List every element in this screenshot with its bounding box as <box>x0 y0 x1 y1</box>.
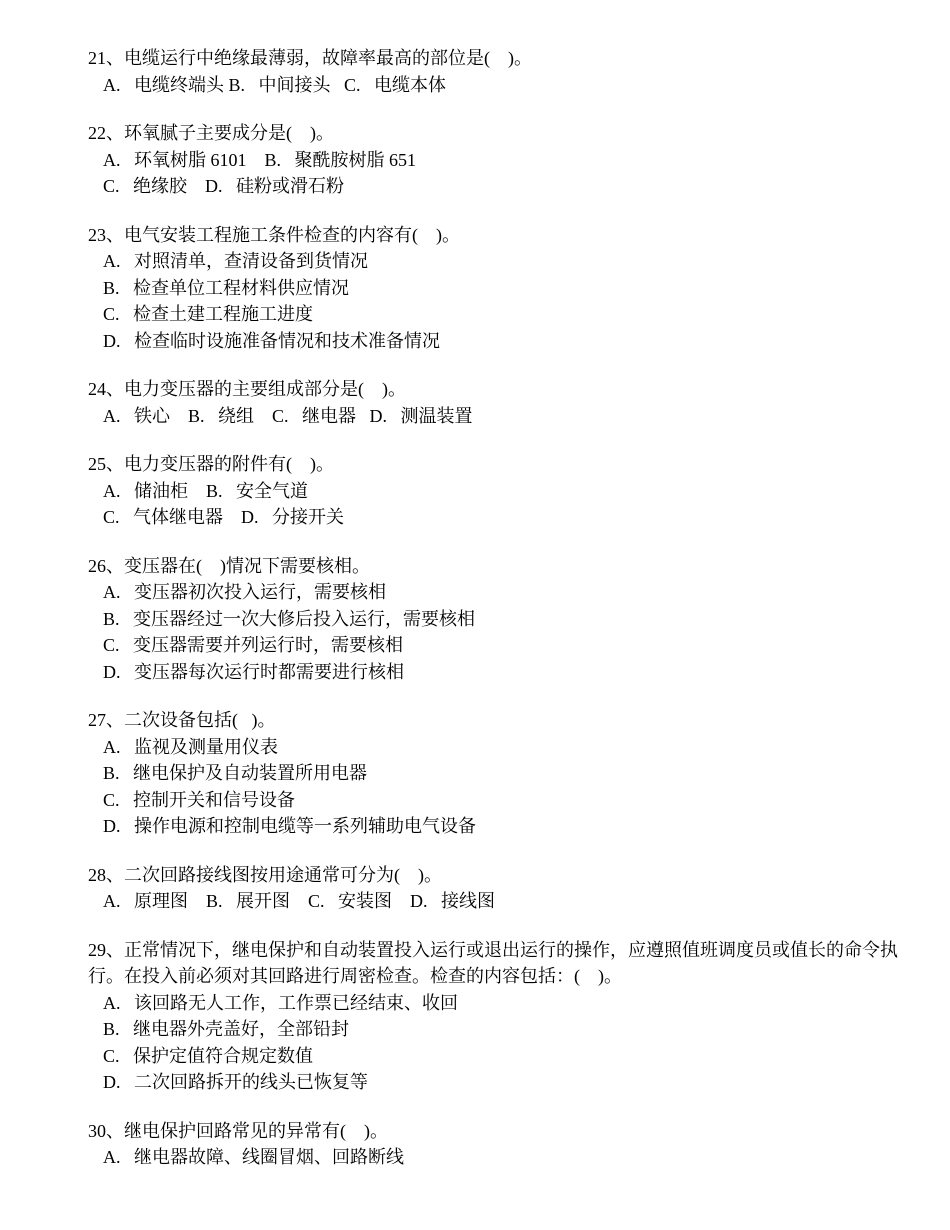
option-line: A. 原理图 B. 展开图 C. 安装图 D. 接线图 <box>103 891 496 911</box>
question-text: 23、电气安装工程施工条件检查的内容有( )。 <box>88 224 460 245</box>
question-22 <box>88 120 910 200</box>
option-line: A. 监视及测量用仪表 <box>103 736 278 757</box>
option-line: C. 气体继电器 D. 分接开关 <box>103 507 345 527</box>
question-text: 26、变压器在( )情况下需要核相。 <box>88 555 370 576</box>
question-text: 29、正常情况下，继电保护和自动装置投入运行或退出运行的操作，应遵照值班调度员或值长的命令执行。在投入前必须对其回路进行周密检查。检查的内容包括：( )。 <box>88 939 898 986</box>
option-line: A. 变压器初次投入运行，需要核相 <box>103 582 386 602</box>
question-text: 22、环氧腻子主要成分是( )。 <box>88 123 334 143</box>
option-line: D. 变压器每次运行时都需要进行核相 <box>103 661 404 682</box>
question-text: 27、二次设备包括( )。 <box>88 710 276 730</box>
option-line: A. 对照清单，查清设备到货情况 <box>103 251 368 271</box>
option-line: C. 控制开关和信号设备 <box>103 789 296 810</box>
option-line: D. 二次回路拆开的线头已恢复等 <box>103 1072 368 1092</box>
option-line: A. 该回路无人工作，工作票已经结束、收回 <box>103 992 458 1013</box>
option-line: C. 绝缘胶 D. 硅粉或滑石粉 <box>103 176 345 196</box>
option-line: A. 铁心 B. 绕组 C. 继电器 D. 测温装置 <box>103 405 473 426</box>
question-text: 28、二次回路接线图按用途通常可分为( )。 <box>88 864 442 885</box>
option-line: A. 环氧树脂 6101 B. 聚酰胺树脂 651 <box>103 149 417 170</box>
option-line: B. 检查单位工程材料供应情况 <box>103 277 350 298</box>
option-line: B. 继电保护及自动装置所用电器 <box>103 763 368 783</box>
option-line: A. 储油柜 B. 安全气道 <box>103 480 309 501</box>
question-21 <box>88 45 910 98</box>
question-text: 25、电力变压器的附件有( )。 <box>88 454 334 474</box>
option-line: A. 电缆终端头 B. 中间接头 C. 电缆本体 <box>103 74 447 95</box>
option-line: B. 继电器外壳盖好，全部铅封 <box>103 1019 350 1039</box>
option-line: A. 继电器故障、线圈冒烟、回路断线 <box>103 1147 404 1167</box>
question-25 <box>88 451 910 531</box>
question-23 <box>88 222 910 355</box>
option-line: C. 检查土建工程施工进度 <box>103 304 314 324</box>
question-24 <box>88 376 910 429</box>
option-line: C. 保护定值符合规定数值 <box>103 1045 314 1066</box>
option-line: C. 变压器需要并列运行时，需要核相 <box>103 635 404 655</box>
question-text: 30、继电保护回路常见的异常有( )。 <box>88 1120 388 1141</box>
question-28 <box>88 862 910 915</box>
question-29 <box>88 937 910 1096</box>
option-line: D. 检查临时设施准备情况和技术准备情况 <box>103 330 440 351</box>
question-26 <box>88 553 910 686</box>
question-27 <box>88 707 910 840</box>
option-line: B. 变压器经过一次大修后投入运行，需要核相 <box>103 608 476 629</box>
question-text: 21、电缆运行中绝缘最薄弱，故障率最高的部位是( )。 <box>88 48 532 68</box>
question-text: 24、电力变压器的主要组成部分是( )。 <box>88 379 406 399</box>
option-line: D. 操作电源和控制电缆等一系列辅助电气设备 <box>103 816 476 836</box>
question-30 <box>88 1118 910 1171</box>
